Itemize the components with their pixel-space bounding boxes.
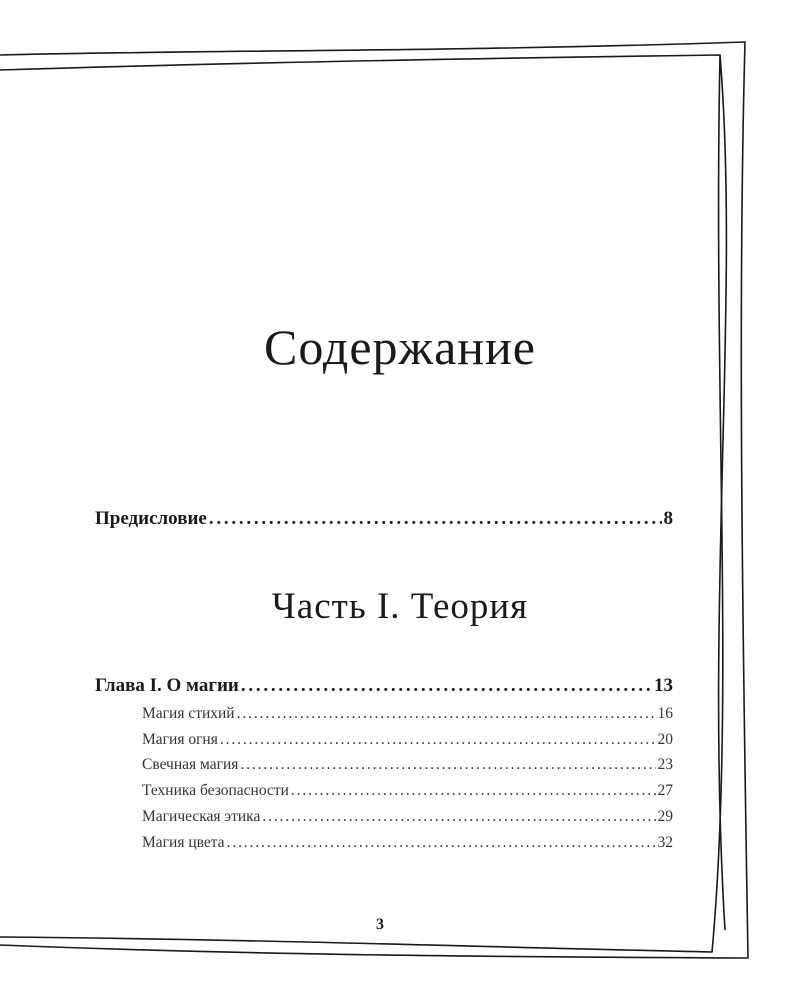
toc-entry-page: 8	[663, 508, 673, 529]
toc-entry-label: Магия цвета	[142, 834, 225, 851]
toc-entry-page: 16	[657, 705, 673, 722]
toc-entry-page: 13	[654, 675, 673, 696]
dot-leader	[262, 808, 655, 826]
toc-entry-page: 27	[657, 782, 673, 799]
dot-leader	[227, 834, 656, 852]
toc-entry-section[interactable]	[142, 731, 673, 749]
dot-leader	[291, 782, 656, 800]
toc-entry-section[interactable]	[142, 782, 673, 800]
toc-entry-section[interactable]	[142, 705, 673, 723]
toc-entry-label: Магическая этика	[142, 808, 261, 825]
page-title: Содержание	[264, 319, 536, 375]
dot-leader	[241, 675, 652, 697]
toc-entry-section[interactable]	[142, 834, 673, 852]
toc-entry-page: 32	[657, 834, 673, 851]
dot-leader	[240, 756, 655, 774]
toc-entry-label: Глава I. О магии	[95, 675, 239, 696]
toc-entry-page: 23	[657, 756, 673, 773]
toc-entry-section[interactable]	[142, 808, 673, 826]
toc-entry-label: Магия стихий	[142, 705, 235, 722]
dot-leader	[237, 705, 656, 723]
toc-entry-chapter[interactable]	[95, 675, 673, 697]
toc-entry-label: Свечная магия	[142, 756, 239, 773]
toc-entry-page: 20	[657, 731, 673, 748]
toc-entry-page: 29	[657, 808, 673, 825]
page-number: 3	[376, 916, 384, 933]
toc-entry-label: Магия огня	[142, 731, 218, 748]
toc-entry-section[interactable]	[142, 756, 673, 774]
dot-leader	[220, 731, 656, 749]
toc-entry-label: Предисловие	[95, 508, 207, 529]
toc-entry-preface[interactable]	[95, 508, 673, 530]
toc-entry-label: Техника безопасности	[142, 782, 289, 799]
part-title: Часть I. Теория	[271, 586, 529, 627]
dot-leader	[209, 508, 662, 530]
